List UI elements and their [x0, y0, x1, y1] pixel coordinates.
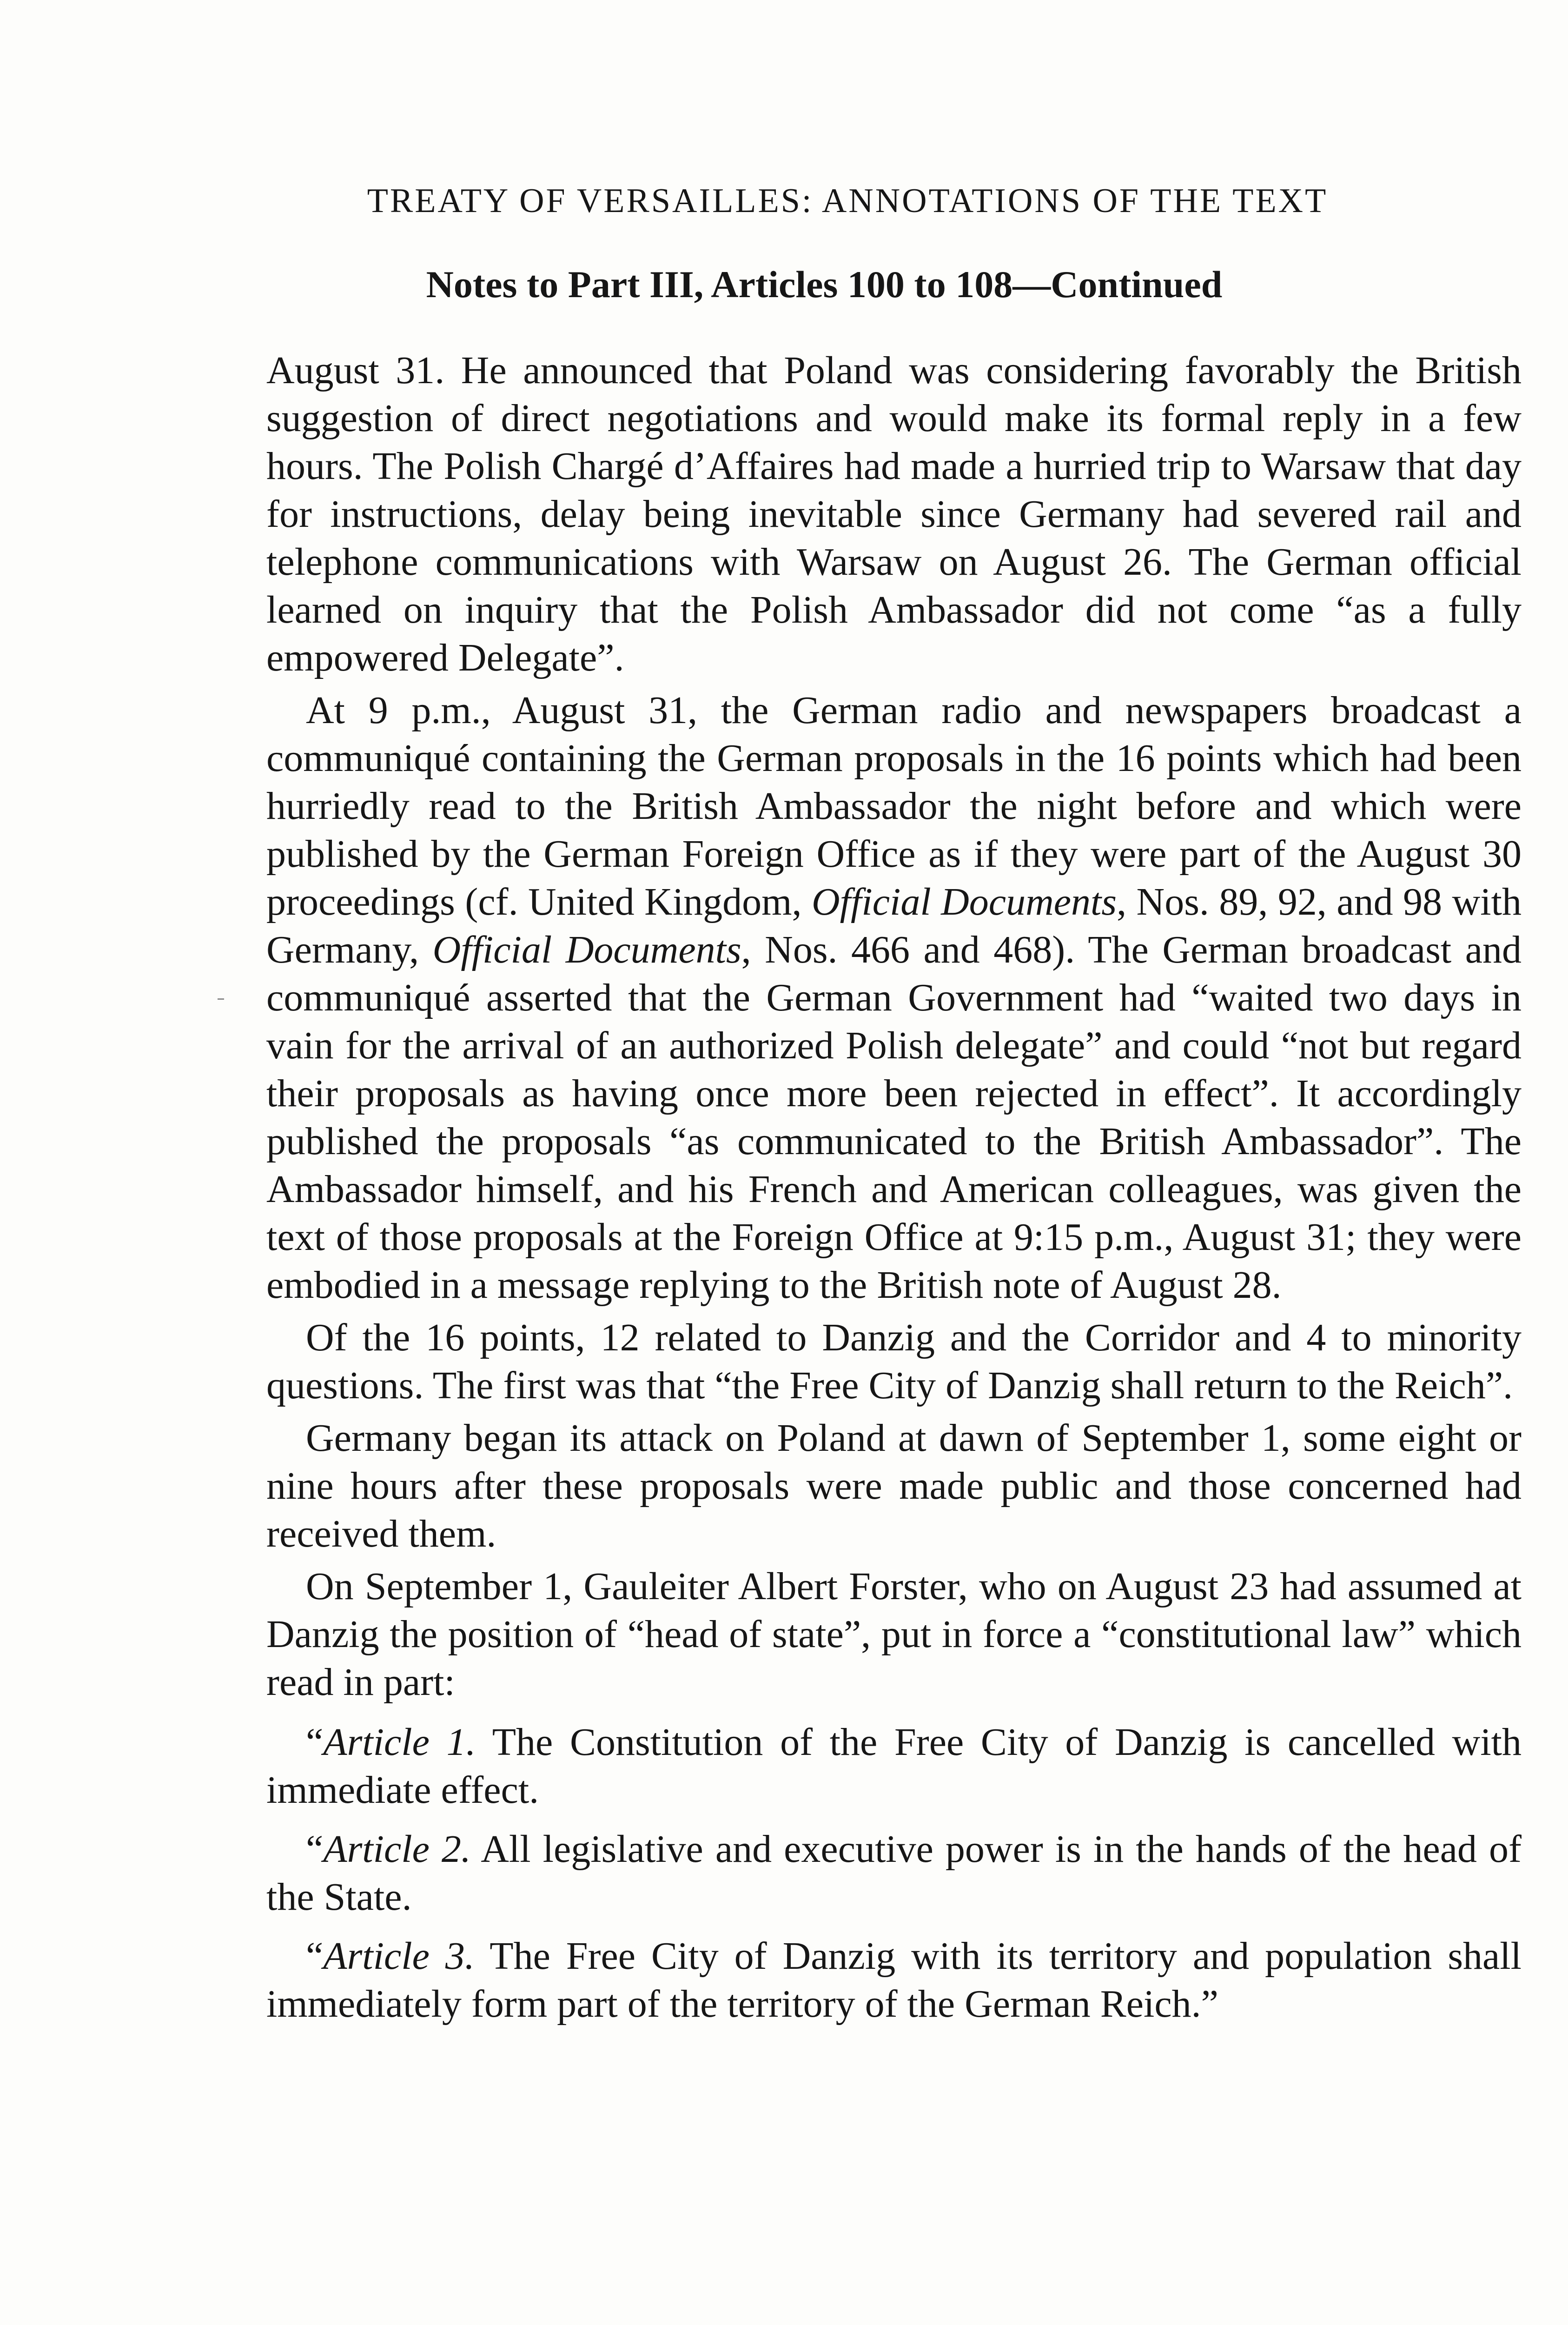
section-title: Notes to Part III, Articles 100 to 108—Continued — [426, 263, 1223, 306]
paragraph-5: On September 1, Gauleiter Albert Forster, who on August 23 had assumed at Danzig the position of “head of state”, put in force a “constitutional law” which read in part: — [266, 1565, 1522, 1704]
paragraph-2 — [266, 686, 1522, 1309]
quoted-article-2: “Article 2. All legislative and executive power is in the hands of the head of the State. — [266, 1827, 1522, 1919]
paragraph-1: August 31. He announced that Poland was considering favorably the British suggestion of direct negotiations and would make its formal reply in a few hours. The Polish Chargé d’Affaires had made a hurried trip to Warsaw that day for instructions, delay being inevitable since Germany had severed rail and telephone communications with Warsaw on August 26. The German official learned on inquiry that the Polish Ambassador did not come “as a fully empowered Delegate”. — [266, 349, 1522, 679]
paragraph-2-part-b: , Nos. 89, 92, and 98 with Germany, — [266, 880, 1522, 971]
article-text: All legislative and executive power is in the hands of the head of the State. — [266, 1827, 1522, 1919]
margin-mark — [218, 998, 224, 1000]
paragraph-3: Of the 16 points, 12 related to Danzig and the Corridor and 4 to minority questions. The first was that “the Free City of Danzig shall return to the Reich”. — [266, 1316, 1522, 1407]
paragraph-2-part-c: , Nos. 466 and 468). The German broadcast and communiqué asserted that the German Government had “waited two days in vain for the arrival of an authorized Polish delegate” and could “not but regard their proposals as having once more been rejected in effect”. It accordingly published the proposals “as communicated to the British Ambassador”. The Ambassador himself, and his French and American colleagues, was given the text of those proposals at the Foreign Office at 9:15 p.m., August 31; they were embodied in a message replying to the British note of August 28. — [266, 928, 1522, 1307]
article-text: The Constitution of the Free City of Danzig is cancelled with immediate effect. — [266, 1720, 1522, 1812]
paragraph-4: Germany began its attack on Poland at dawn of September 1, some eight or nine hours after these proposals were made public and those concerned had received them. — [266, 1416, 1522, 1555]
article-text: The Free City of Danzig with its territory and population shall immediately form part of the territory of the German Reich.” — [266, 1934, 1522, 2026]
quoted-article-3: “Article 3. The Free City of Danzig with its territory and population shall immediately form part of the territory of the German Reich.” — [266, 1934, 1522, 2026]
paragraph-2-part-a: At 9 p.m., August 31, the German radio and newspapers broadcast a communiqué containing the German proposals in the 16 points which had been hurriedly read to the British Ambassador the night before and which were published by the German Foreign Office as if they were part of the August 30 proceedings (cf. United Kingdom, — [266, 689, 1522, 923]
quoted-article-1: “Article 1. The Constitution of the Free City of Danzig is cancelled with immediate effect. — [266, 1720, 1522, 1812]
citation-uk-official-documents: Official Documents — [812, 880, 1117, 923]
article-label: Article 3. — [323, 1934, 475, 1978]
body-text — [266, 346, 1522, 2033]
article-label: Article 2. — [323, 1827, 471, 1871]
article-label: Article 1. — [323, 1720, 476, 1764]
citation-germany-official-documents: Official Documents — [432, 928, 741, 971]
running-title: TREATY OF VERSAILLES: ANNOTATIONS OF THE TEXT — [367, 182, 1328, 220]
